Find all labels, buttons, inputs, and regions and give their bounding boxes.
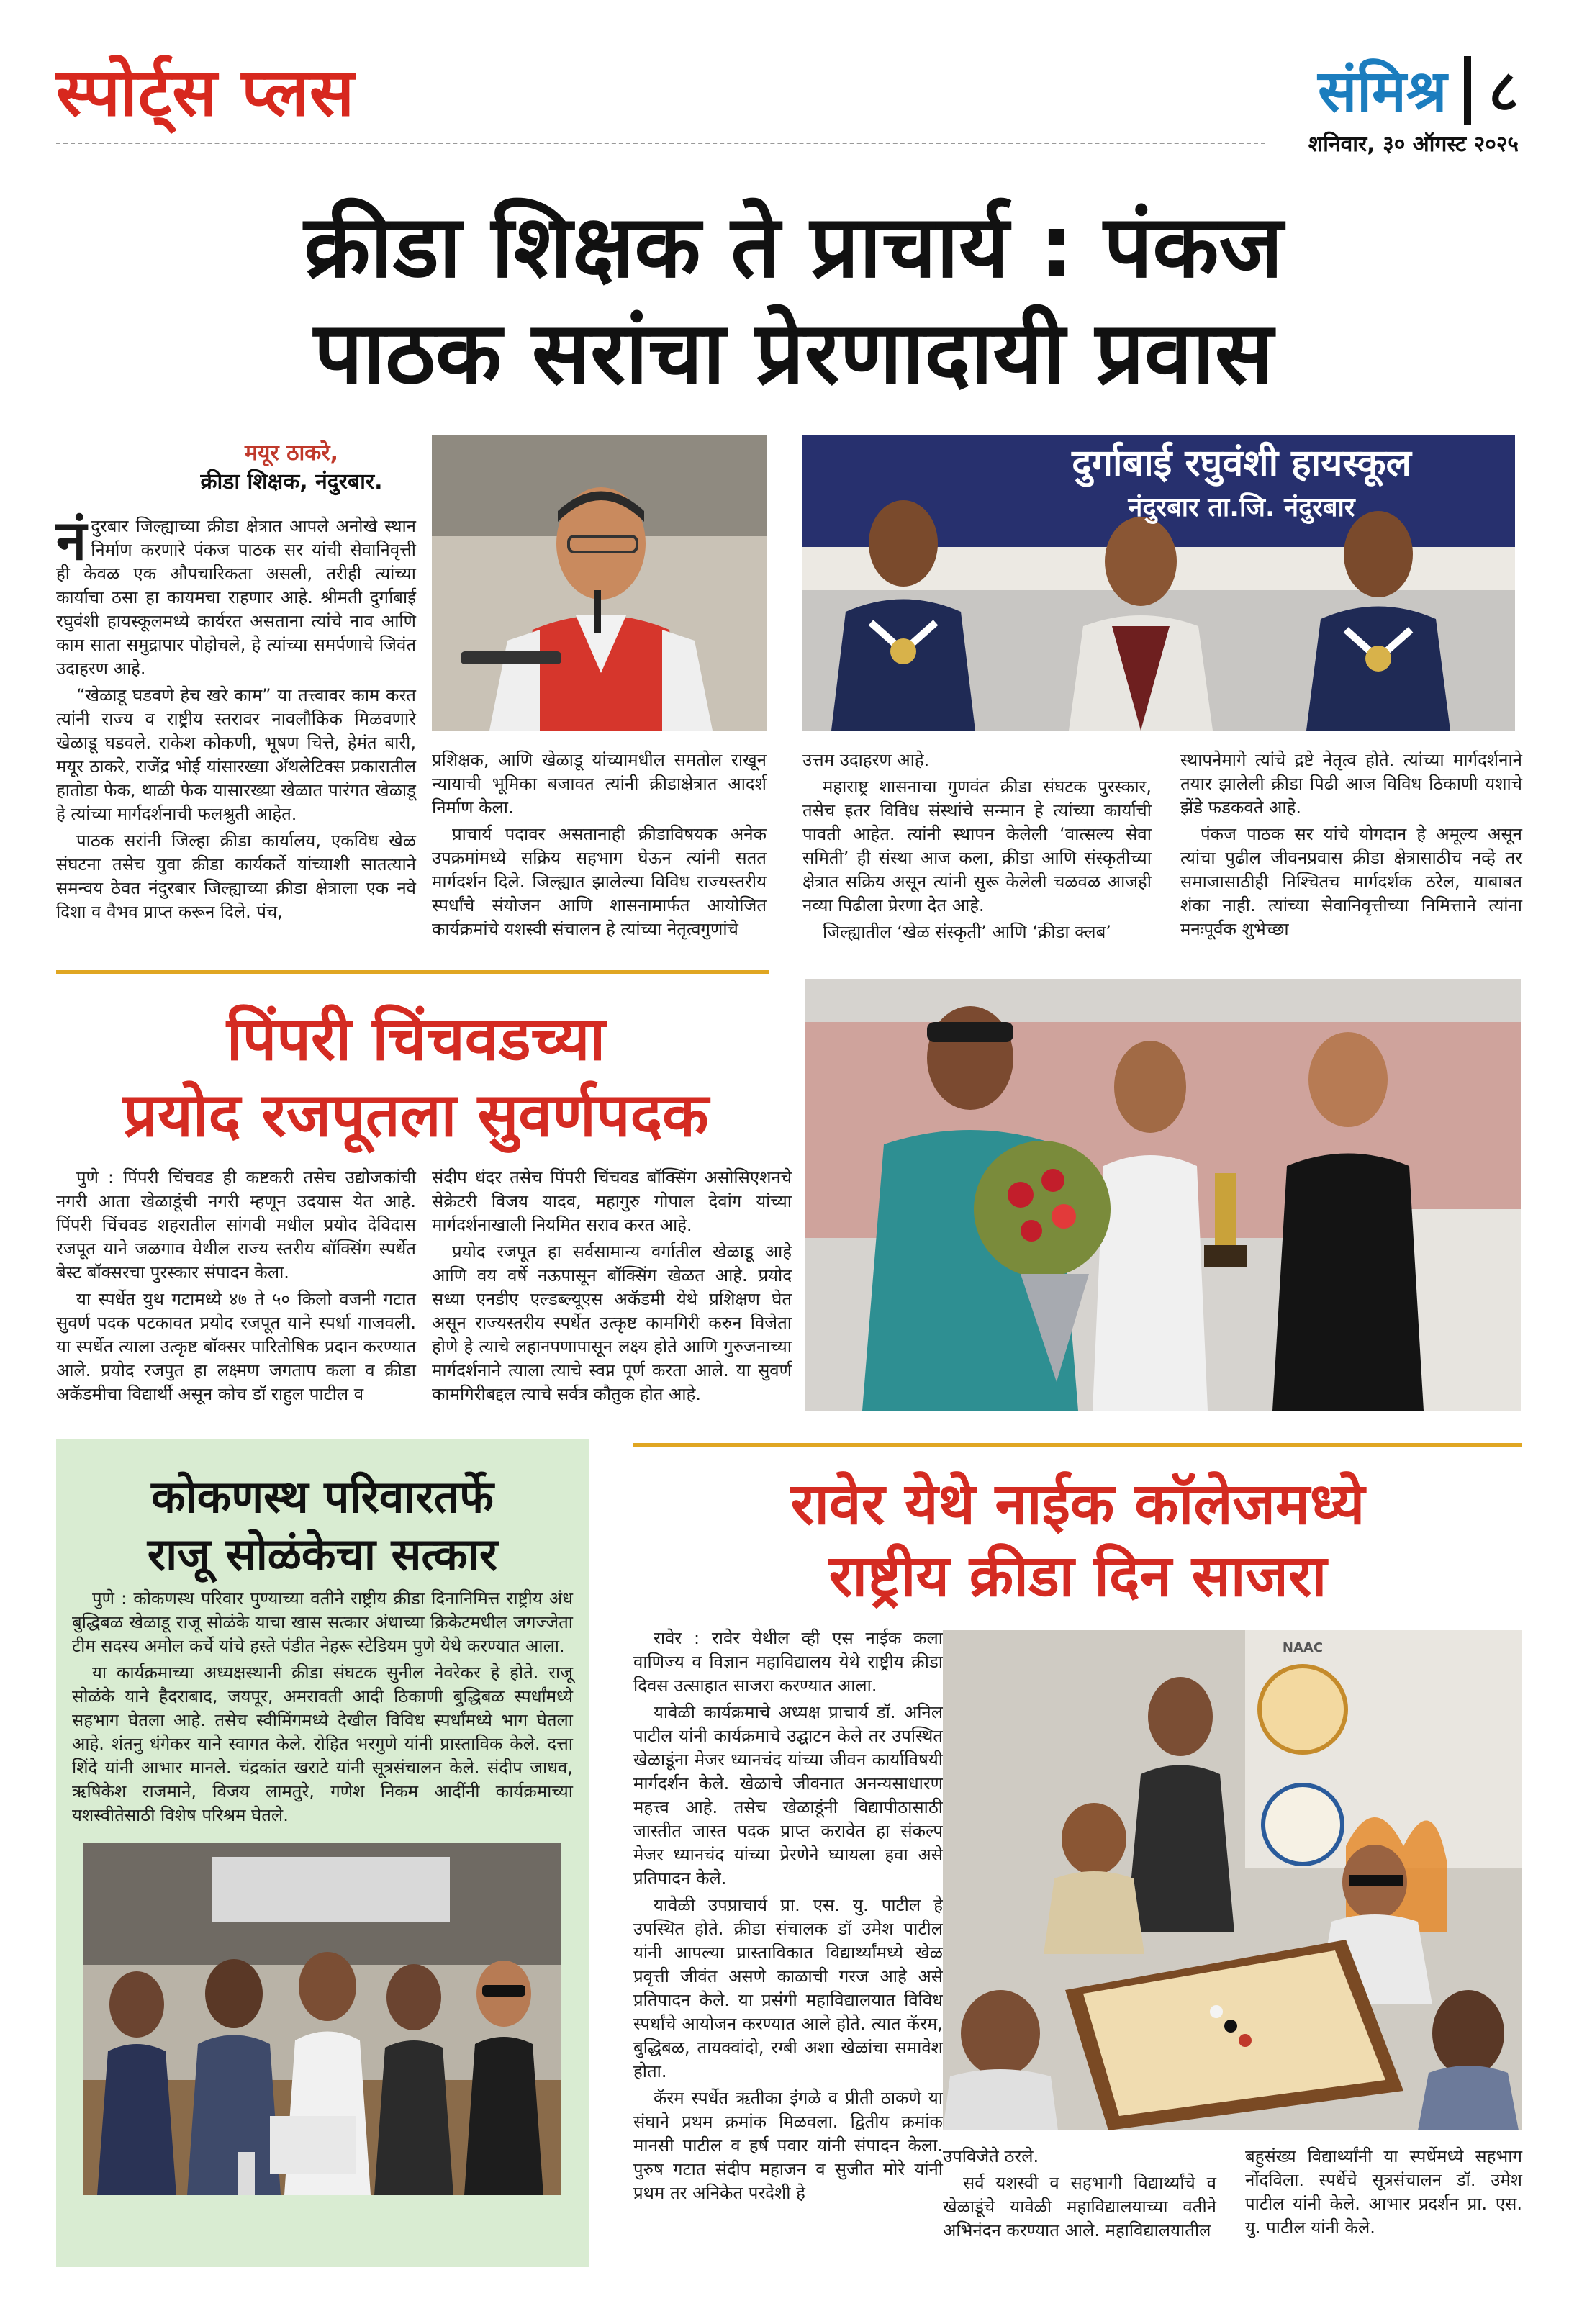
story4-headline [633, 1468, 1522, 1612]
divider [1464, 56, 1471, 125]
story4-column1 [633, 1627, 943, 2208]
story3-headline [65, 1468, 580, 1583]
story2-col2-p2: प्रयोद रजपूत हा सर्वसामान्य वर्गातील खेळाडू आहे आणि वय वर्षे नऊपासून बॉक्सिंग खेळत आहे. प्रयोद सध्या एनडीए एल्डब्ल्यूएस अकॅडमी येथे प्रशिक्षण घेत असून राज्यस्तरीय स्पर्धेत उत्कृष्ट कामगिरी करुन विजेता होणे हे त्याचे लहानपणापासून लक्ष्य होते आणि गुरुजनाच्या मार्गदर्शनाने त्याला त्याचे स्वप्न पूर्ण करता आले. या सुवर्ण कामगिरीबद्दल त्याचे सर्वत्र कौतुक होत आहे. [432, 1242, 792, 1404]
story3-headline-line1: कोकणस्थ परिवारतर्फे [151, 1470, 494, 1523]
drop-cap: नं [56, 508, 87, 572]
paper-title: संमिश्र [1318, 57, 1447, 125]
carrom-photo [943, 1630, 1522, 2130]
story2-column1 [56, 1166, 416, 1409]
story1-col1-p1: दुरबार जिल्ह्याच्या क्रीडा क्षेत्रात आपले अनोखे स्थान निर्माण करणारे पंकज पाठक सर यांची सेवानिवृत्ती ही केवळ एक औपचारिकता असली, तरीही त्यांच्या कार्याचा ठसा हा कायमचा राहणार आहे. श्रीमती दुर्गाबाई रघुवंशी हायस्कूलमध्ये कार्यरत असताना त्यांचे नाव आणि काम साता समुद्रापार पोहोचले, हे त्यांच्या समर्पणाचे जिवंत उदाहरण आहे. [56, 516, 416, 679]
story4-col1-p1: रावेर : रावेर येथील व्ही एस नाईक कला वाणिज्य व विज्ञान महाविद्यालय येथे राष्ट्रीय क्रीडा दिवस उत्साहात साजरा करण्यात आला. [633, 1628, 943, 1696]
boxing-award-photo [805, 979, 1521, 1411]
story4-headline-line1: रावेर येथे नाईक कॉलेजमध्ये [790, 1470, 1365, 1537]
story2-col1-p2: या स्पर्धेत युथ गटामध्ये ४७ ते ५० किलो वजनी गटात सुवर्ण पदक पटकावत प्रयोद रजपूत याने स्पर्धा गाजवली. या स्पर्धेत त्याला उत्कृष्ट बॉक्सर पारितोषिक प्रदान करण्यात आले. प्रयोद रजपुत हा लक्ष्मण जगताप कला व क्रीडा अकॅडमीचा विद्यार्थी असून कोच डॉ राहुल पाटील व [56, 1289, 416, 1404]
author-name: मयूर ठाकरे, [245, 440, 338, 466]
story2-headline [56, 1000, 776, 1153]
story2-headline-line2: प्रयोद रजपूतला सुवर्णपदक [123, 1080, 709, 1150]
story1-col3-p2: महाराष्ट्र शासनाचा गुणवंत क्रीडा संघटक पुरस्कार, तसेच इतर विविध संस्थांचे सन्मान हे त्यांच्या कार्याची पावती आहेत. त्यांनी स्थापन केलेली ‘वात्सल्य सेवा समिती’ ही संस्था आज कला, क्रीडा आणि संस्कृतीच्या क्षेत्रात सक्रिय असून त्यांनी सुरू केलेली चळवळ आजही नव्या पिढीला प्रेरणा देत आहे. [802, 777, 1152, 915]
felicitation-photo [802, 435, 1515, 731]
story1-col4-p2: पंकज पाठक सर यांचे योगदान हे अमूल्य असून त्यांचा पुढील जीवनप्रवास क्रीडा क्षेत्रासाठीच नव्हे तर समाजासाठीही निश्चितच मार्गदर्शक ठरेल, याबाबत शंका नाही. त्यांच्या सेवानिवृत्तीच्या निमित्ताने त्यांना मनःपूर्वक शुभेच्छा [1180, 824, 1522, 939]
story4-col1-p2: यावेळी कार्यक्रमाचे अध्यक्ष प्राचार्य डॉ. अनिल पाटील यांनी कार्यक्रमाचे उद्घाटन केले तर उपस्थित खेळाडूंना मेजर ध्यानचंद यांच्या जीवन कार्याविषयी मार्गदर्शन केले. खेळाचे जीवनात अनन्यसाधारण महत्त्व आहे. तसेच खेळाडूंनी विद्यापीठासाठी जास्तीत जास्त पदक प्राप्त करावेत हा संकल्प मेजर ध्यानचंद यांच्या प्रेरणेने घ्यायला हवा असे प्रतिपादन केले. [633, 1702, 943, 1889]
story3-p1: पुणे : कोकणस्थ परिवार पुण्याच्या वतीने राष्ट्रीय क्रीडा दिनानिमित्त राष्ट्रीय अंध बुद्धिबळ खेळाडू राजू सोळंके याचा खास सत्कार अंधाच्या क्रिकेटमधील जगज्जेता टीम सदस्य अमोल कर्चे यांचे हस्ते पंडीत नेहरू स्टेडियम पुणे येथे करण्यात आला. [72, 1588, 573, 1656]
story4-headline-line2: राष्ट्रीय क्रीडा दिन साजरा [828, 1542, 1327, 1609]
section-divider [56, 970, 769, 974]
story4-column3 [1245, 2145, 1522, 2243]
story4-col2-p2: सर्व यशस्वी व सहभागी विद्यार्थ्यांचे व खेळाडूंचे यावेळी महाविद्यालयाच्या वतीने अभिनंदन करण्यात आले. महाविद्यालयातील [943, 2173, 1216, 2241]
banner-school-name: दुर्गाबाई रघुवंशी हायस्कूल [1072, 442, 1411, 485]
story3-headline-line2: राजू सोळंकेचा सत्कार [147, 1528, 498, 1581]
story1-column2 [432, 749, 767, 944]
main-headline [58, 194, 1529, 407]
story2-col1-p1: पुणे : पिंपरी चिंचवड ही कष्टकरी तसेच उद्योजकांची नगरी आता खेळाडूंची नगरी म्हणून उदयास येत आहे. पिंपरी चिंचवड शहरातील सांगवी मधील प्रयोद देविदास रजपूत याने जळगाव येथील राज्य स्तरीय बॉक्सिंग स्पर्धेत बेस्ट बॉक्सरचा पुरस्कार संपादन केला. [56, 1167, 416, 1283]
byline [162, 439, 421, 497]
story1-col2-p2: प्राचार्य पदावर असतानाही क्रीडाविषयक अनेक उपक्रमांमध्ये सक्रिय सहभाग घेऊन त्यांनी सतत मार्गदर्शन दिले. जिल्ह्यात झालेल्या विविध राज्यस्तरीय स्पर्धांचे संयोजन आणि शासनामार्फत आयोजित कार्यक्रमांचे यशस्वी संचालन हे त्यांच्या नेतृत्वगुणांचे [432, 824, 767, 939]
issue-date: शनिवार, ३० ऑगस्ट २०२५ [1308, 132, 1519, 157]
story1-col1-p3: पाठक सरांनी जिल्हा क्रीडा कार्यालय, एकविध खेळ संघटना तसेच युवा क्रीडा कार्यकर्ते यांच्याशी सातत्याने समन्वय ठेवत नंदुरबार जिल्ह्याच्या क्रीडा क्षेत्राला एक नवे दिशा व वैभव प्राप्त करून दिले. पंच, [56, 831, 416, 922]
story4-col2-p1: उपविजेते ठरले. [943, 2146, 1039, 2166]
story1-col3-p3: जिल्ह्यातील ‘खेळ संस्कृती’ आणि ‘क्रीडा क्लब’ [823, 922, 1111, 942]
story1-col4-p1: स्थापनेमागे त्यांचे द्रष्टे नेतृत्व होते. त्यांच्या मार्गदर्शनाने तयार झालेली क्रीडा पिढी आज विविध ठिकाणी यशाचे झेंडे फडकवते आहे. [1180, 750, 1522, 818]
naac-label: NAAC [1282, 1640, 1324, 1655]
main-headline-line1: क्रीडा शिक्षक ते प्राचार्य : पंकज [304, 197, 1283, 297]
story1-column4 [1180, 749, 1522, 944]
story1-col2-p1: प्रशिक्षक, आणि खेळाडू यांच्यामधील समतोल राखून न्यायाची भूमिका बजावत त्यांनी क्रीडाक्षेत्रात आदर्श निर्माण केला. [432, 750, 767, 818]
author-title: क्रीडा शिक्षक, नंदुरबार. [200, 469, 383, 494]
story4-column2 [943, 2145, 1216, 2246]
story1-col3-p1: उत्तम उदाहरण आहे. [802, 750, 930, 770]
main-headline-line2: पाठक सरांचा प्रेरणादायी प्रवास [314, 304, 1273, 404]
story2-headline-line1: पिंपरी चिंचवडच्या [226, 1003, 606, 1074]
story1-col1-p2: “खेळाडू घडवणे हेच खरे काम” या तत्त्वावर काम करत त्यांनी राज्य व राष्ट्रीय स्तरावर नावलौकिक मिळवणारे खेळाडू घडवले. राकेश कोकणी, भूषण चित्ते, हेमंत बारी, मयूर ठाकरे, राजेंद्र भोई यांसारख्या अ‍ॅथलेटिक्स प्रकारातील हातोडा फेक, थाळी फेक यासारख्या खेळात पारंगत खेळाडू हे त्यांच्या मार्गदर्शनाची फलश्रुती आहेत. [56, 685, 416, 824]
felicitation-group-photo [83, 1843, 561, 2195]
banner-subtitle: नंदुरबार ता.जि. नंदुरबार [1128, 493, 1355, 523]
story2-col2-p1: संदीप धंदर तसेच पिंपरी चिंचवड बॉक्सिंग असोसिएशनचे सेक्रेटरी विजय यादव, महागुरु गोपाल देवांग यांच्या मार्गदर्शनाखाली नियमित सराव करत आहे. [432, 1167, 792, 1235]
story4-col3-p1: बहुसंख्य विद्यार्थ्यांनी या स्पर्धेमध्ये सहभाग नोंदविला. स्पर्धेचे सूत्रसंचालन डॉ. उमेश पाटील यांनी केले. आभार प्रदर्शन प्रा. एस. यु. पाटील यांनी केले. [1245, 2146, 1522, 2238]
page-number: ८ [1488, 57, 1519, 125]
story3-body [72, 1587, 573, 1830]
paper-name [1318, 56, 1519, 125]
story2-column2 [432, 1166, 792, 1409]
story1-column3 [802, 749, 1152, 947]
story1-column1 [56, 508, 416, 927]
story3-p2: या कार्यक्रमाच्या अध्यक्षस्थानी क्रीडा संघटक सुनील नेवरेकर हे होते. राजू सोळंके याने हैदराबाद, जयपूर, अमरावती आदी ठिकाणी बुद्धिबळ स्पर्धांमध्ये सहभाग घेतला आहे. तसेच स्वीमिंगमध्ये देखील विविध स्पर्धांमध्ये भाग घेतला आहे. शंतनु धंगेकर याने स्वागत केले. रोहित भरगुणे यांनी प्रास्ताविक केले. दत्ता शिंदे यांनी आभार मानले. चंद्रकांत खराटे यांनी सूत्रसंचालन केले. संदीप जाधव, ऋषिकेश राजमाने, विजय लामतुरे, गणेश निकम आदींनी कार्यक्रमाच्या यशस्वीतेसाठी विशेष परिश्रम घेतले. [72, 1663, 573, 1825]
section-divider-2 [633, 1443, 1522, 1447]
story4-col1-p4: कॅरम स्पर्धेत ऋतीका इंगळे व प्रीती ठाकणे या संघाने प्रथम क्रमांक मिळवला. द्वितीय क्रमांक मानसी पाटील व हर्ष पवार यांनी संपादन केला. पुरुष गटात संदीप महाजन व सुजीत मोरे यांनी प्रथम तर अनिकेत परदेशी हे [633, 2088, 943, 2203]
masthead-rule [56, 143, 1265, 144]
speaker-photo [432, 435, 767, 731]
section-title: स्पोर्ट्स प्लस [56, 53, 356, 131]
story4-col1-p3: यावेळी उपप्राचार्य प्रा. एस. यु. पाटील हे उपस्थित होते. क्रीडा संचालक डॉ उमेश पाटील यांनी आपल्या प्रास्ताविकात विद्यार्थ्यांमध्ये खेळ प्रवृत्ती जीवंत असणे काळाची गरज आहे असे प्रतिपादन केले. या प्रसंगी महाविद्यालयात विविध स्पर्धांचे आयोजन करण्यात आले होते. त्यात कॅरम, बुद्धिबळ, तायक्वांदो, रग्बी अशा खेळांचा समावेश होता. [633, 1895, 943, 2081]
